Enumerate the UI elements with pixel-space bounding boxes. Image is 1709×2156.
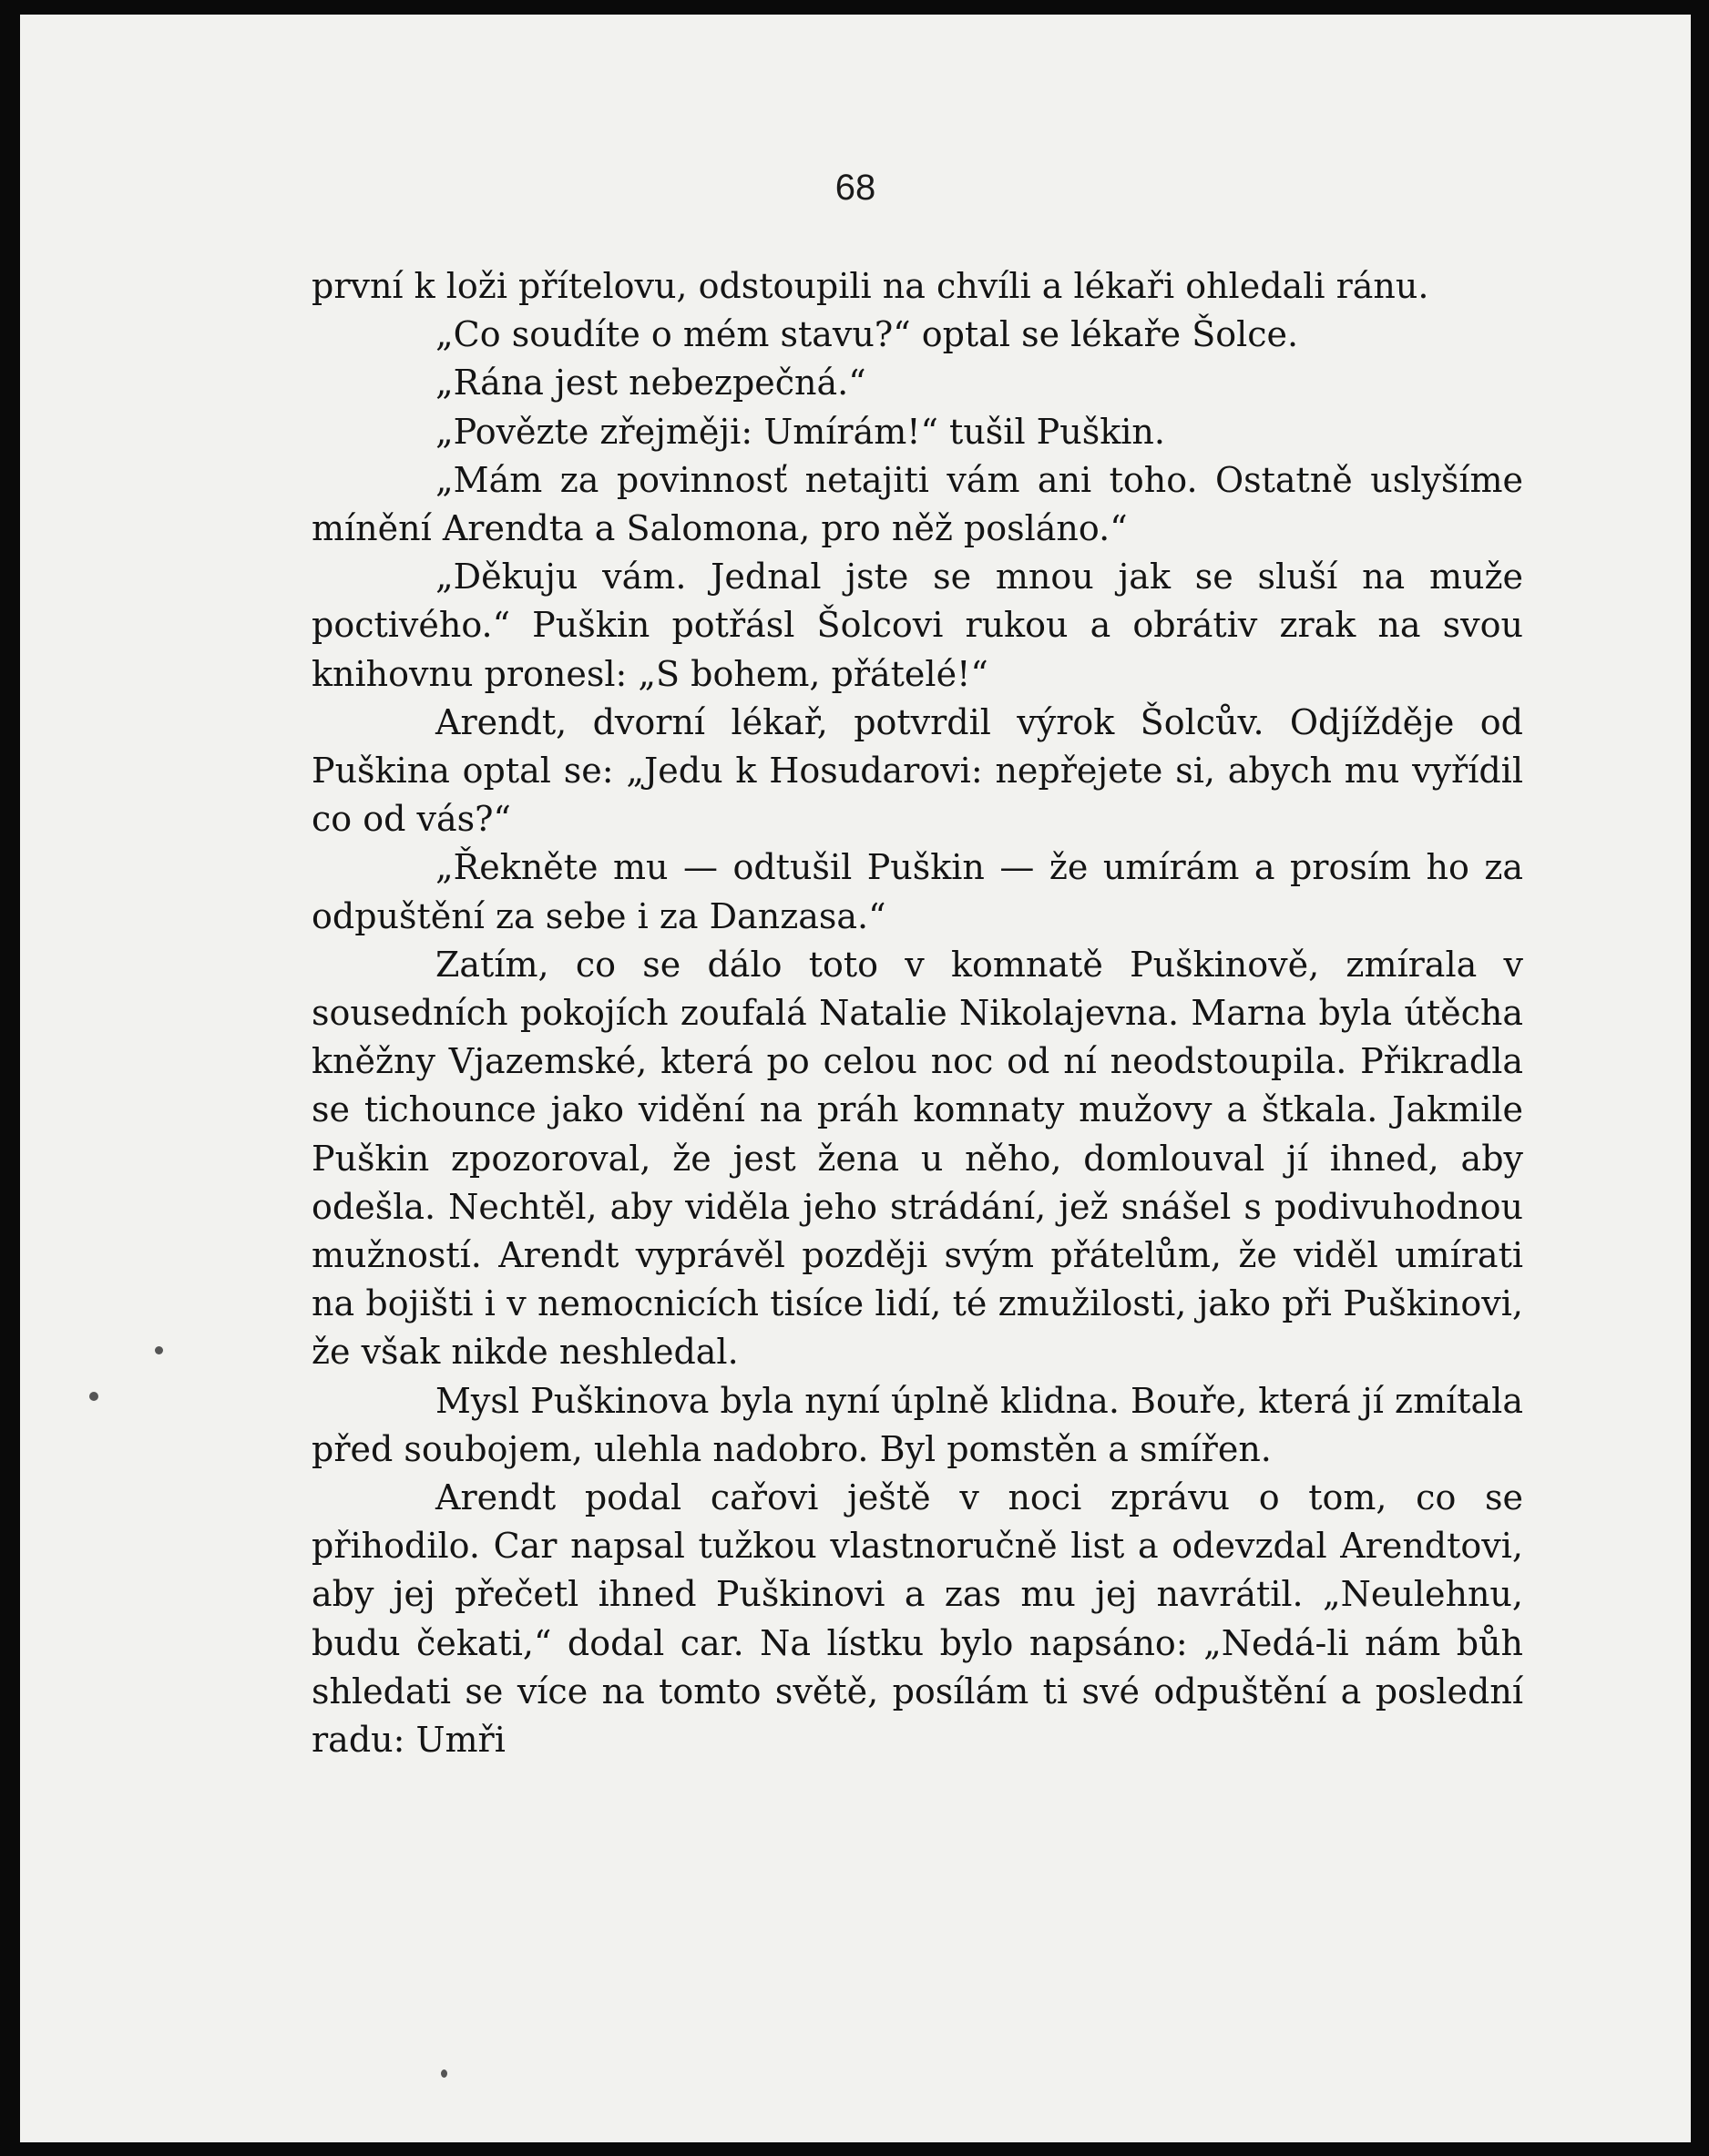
paragraph-9: Zatím, co se dálo toto v komnatě Puškinově, zmírala v sousedních pokojích zoufalá Natalie Nikolajevna. Marna byla útěcha kněžny Vjazemské, která po celou noc od ní neodstoupila. Přikradla se tichounce jako vidění na práh komnaty mužovy a štkala. Jakmile Puškin zpozoroval, že jest žena u něho, domlouval jí ihned, aby odešla. Nechtěl, aby viděla jeho strádání, jež snášel s podivuhodnou mužností. Arendt vyprávěl později svým přátelům, že viděl umírati na bojišti i v nemocnicích tisíce lidí, té zmužilosti, jako při Puškinovi, že však nikde neshledal. — [312, 944, 1523, 1373]
paragraph-5: „Mám za povinnosť netajiti vám ani toho. Ostatně uslyšíme mínění Arendta a Salomona, pro něž posláno.“ — [312, 459, 1523, 549]
paragraph-10: Mysl Puškinova byla nyní úplně klidna. Bouře, která jí zmítala před soubojem, ulehla nadobro. Byl pomstěn a smířen. — [312, 1380, 1523, 1469]
paragraph-4: „Povězte zřejměji: Umírám!“ tušil Puškin. — [435, 411, 1165, 452]
paragraph-3: „Rána jest nebezpečná.“ — [435, 363, 866, 404]
paragraph-6: „Děkuju vám. Jednal jste se mnou jak se sluší na muže poctivého.“ Puškin potřásl Šolcovi rukou a obrátiv zrak na svou knihovnu pronesl: „S bohem, přátelé!“ — [312, 557, 1523, 694]
paragraph-7: Arendt, dvorní lékař, potvrdil výrok Šolcův. Odjížděje od Puškina optal se: „Jedu k Hosudarovi: nepřejete si, abych mu vyřídil co od vás?“ — [312, 701, 1523, 840]
scan-speck — [89, 1392, 98, 1401]
book-page — [20, 15, 1691, 2142]
page-number: 68 — [834, 168, 876, 208]
paragraph-2: „Co soudíte o mém stavu?“ optal se lékaře Šolce. — [435, 314, 1299, 355]
paragraph-8: „Řekněte mu — odtušil Puškin — že umírám a prosím ho za odpuštění za sebe i za Danzasa.“ — [312, 847, 1523, 936]
paragraph-1: první k loži přítelovu, odstoupili na chvíli a lékaři ohledali ránu. — [312, 266, 1429, 306]
scan-speck — [155, 1346, 163, 1354]
paragraph-11: Arendt podal cařovi ještě v noci zprávu o tom, co se přihodilo. Car napsal tužkou vlastnoručně list a odevzdal Arendtovi, aby jej přečetl ihned Puškinovi a zas mu jej navrátil. „Neulehnu, budu čekati,“ dodal car. Na lístku bylo napsáno: „Nedá-li nám bůh shledati se více na tomto světě, posílám ti své odpuštění a poslední radu: Umři — [312, 1477, 1523, 1761]
body-text — [312, 262, 1523, 1764]
scan-speck — [441, 2069, 447, 2078]
